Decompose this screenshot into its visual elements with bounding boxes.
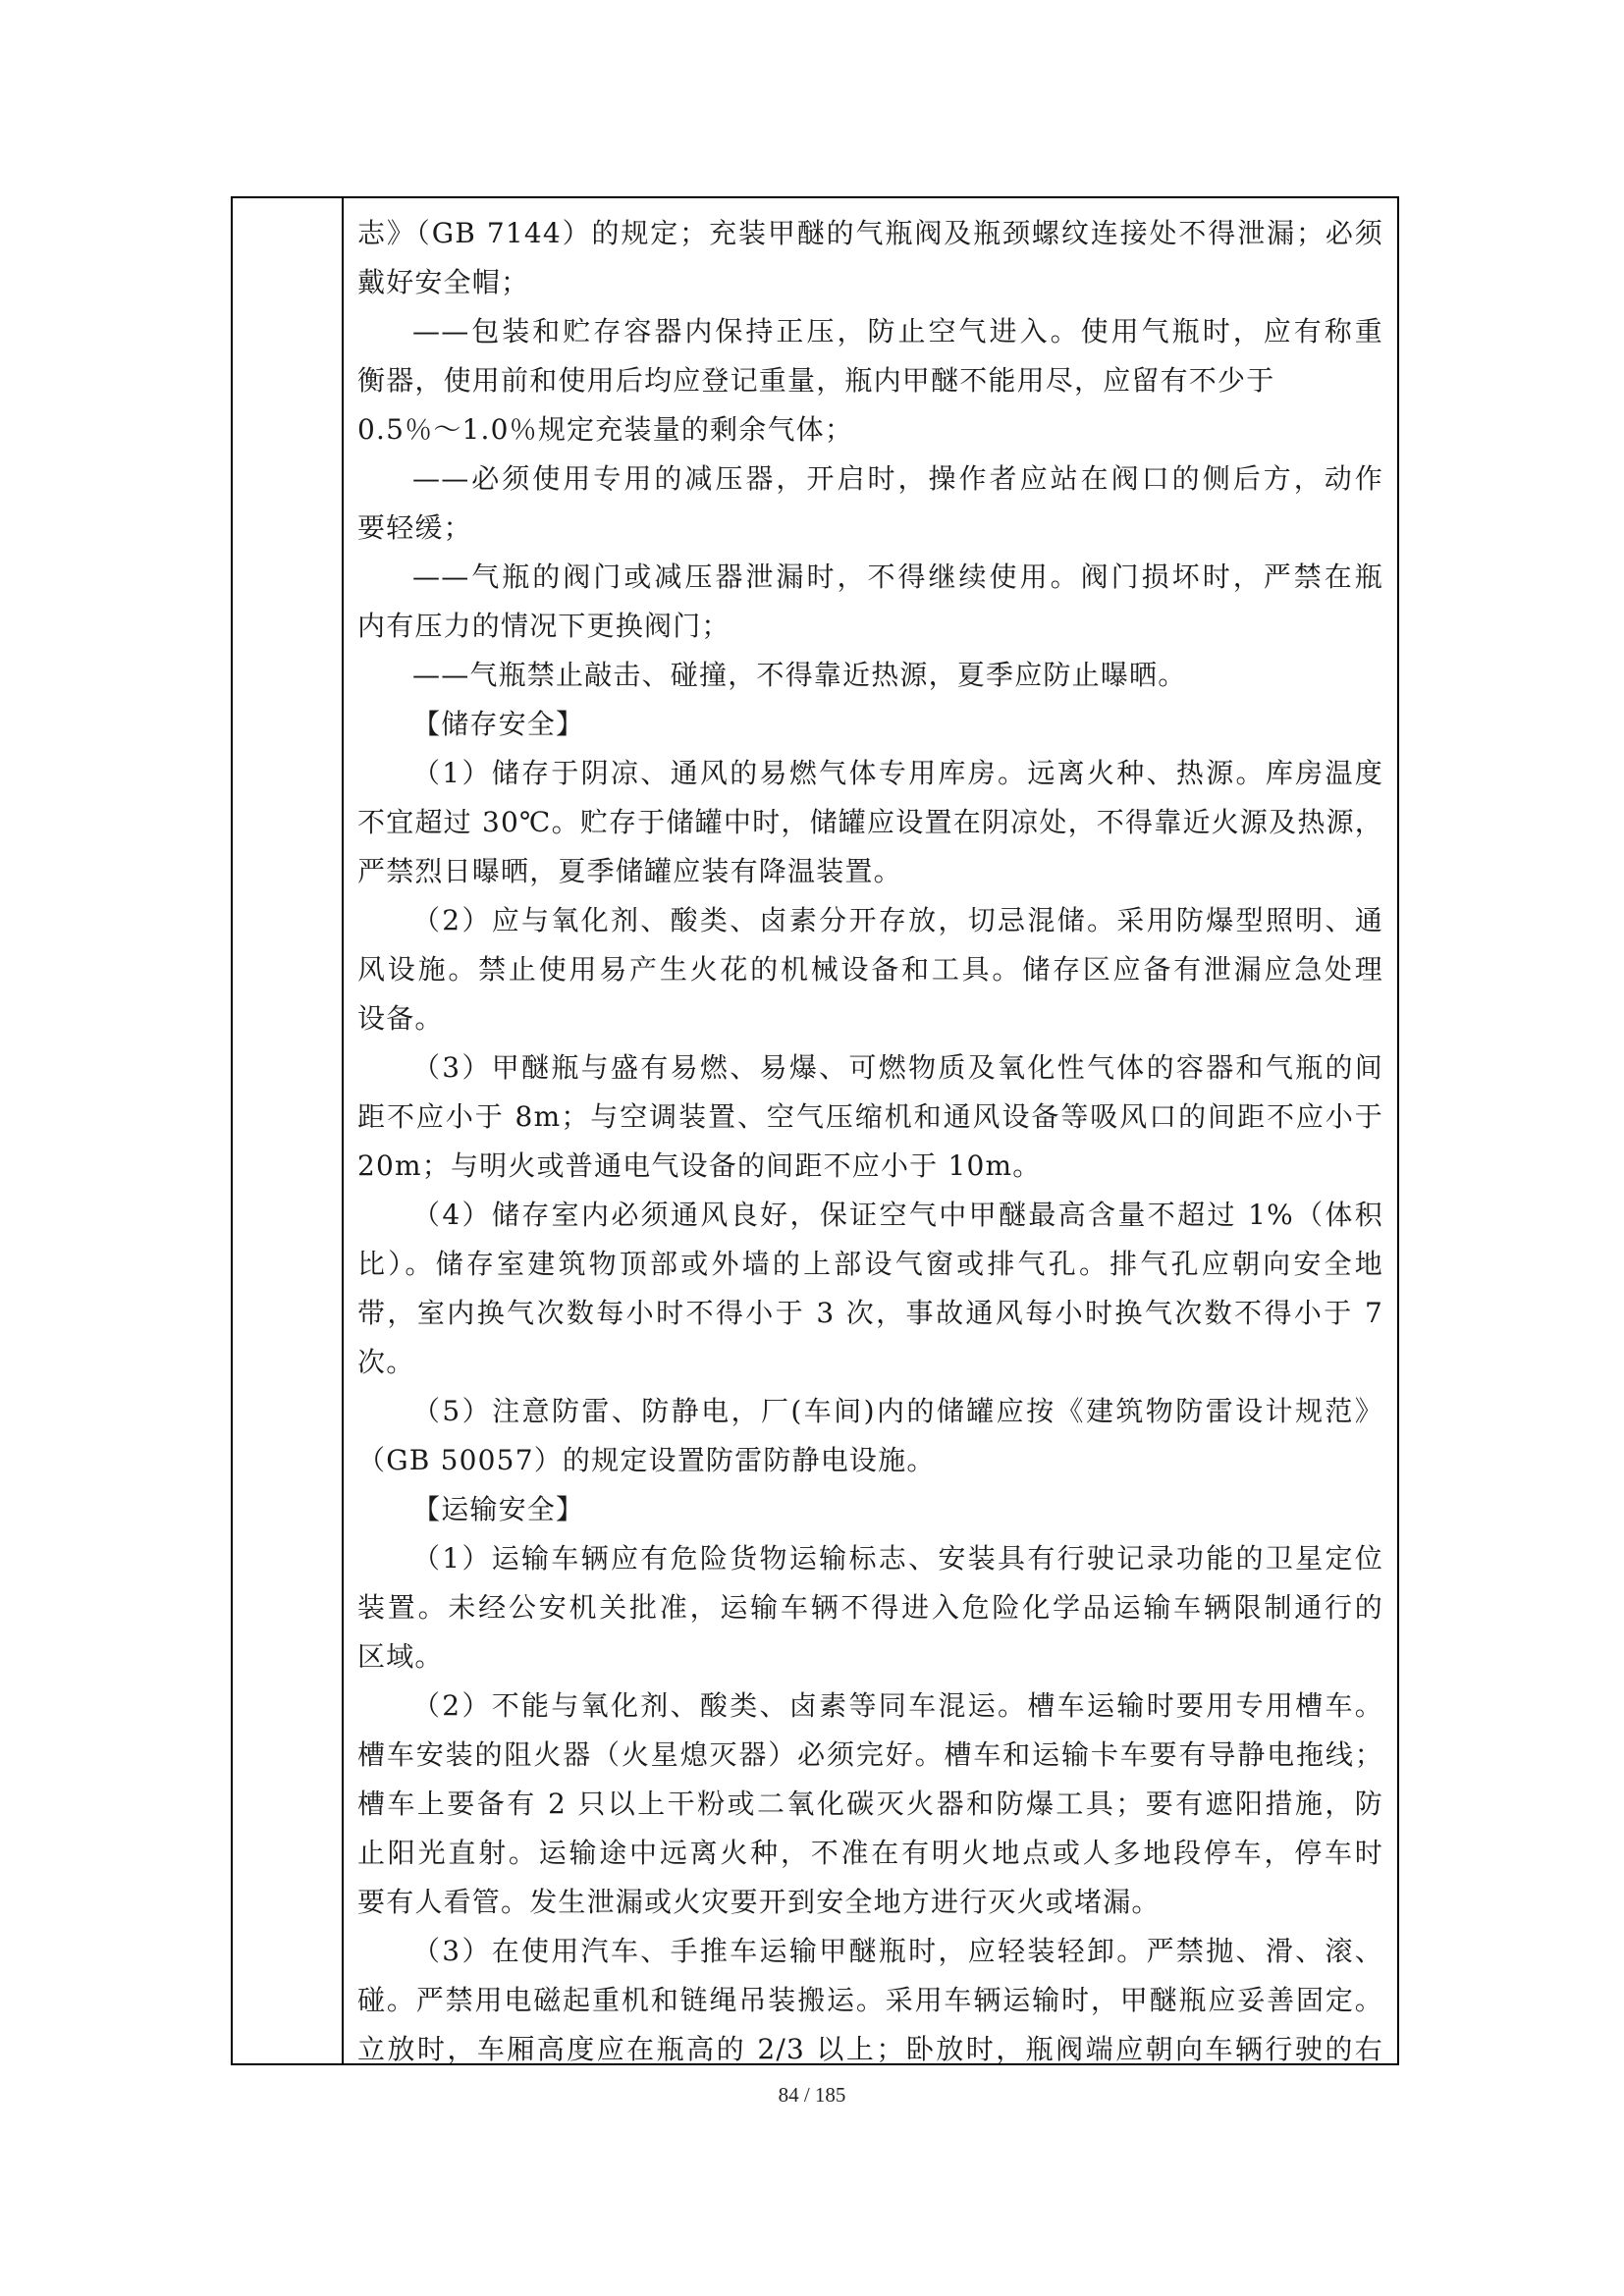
table-content-cell xyxy=(344,198,1397,2063)
text-line: 止阳光直射。运输途中远离火种，不准在有明火地点或人多地段停车，停车时 xyxy=(357,1837,1383,1869)
text-line: 20m；与明火或普通电气设备的间距不应小于 10m。 xyxy=(357,1149,1042,1182)
text-line: 严禁烈日曝晒，夏季储罐应装有降温装置。 xyxy=(357,855,902,887)
document-table xyxy=(231,196,1399,2065)
text-line: （3）在使用汽车、手推车运输甲醚瓶时，应轻装轻卸。严禁抛、滑、滚、 xyxy=(412,1935,1383,1967)
text-line: （2）不能与氧化剂、酸类、卤素等同车混运。槽车运输时要用专用槽车。 xyxy=(412,1689,1383,1722)
text-line: （2）应与氧化剂、酸类、卤素分开存放，切忌混储。采用防爆型照明、通 xyxy=(412,904,1383,936)
text-line: 0.5％～1.0％规定充装量的剩余气体； xyxy=(357,413,854,446)
text-line: 碰。严禁用电磁起重机和链绳吊装搬运。采用车辆运输时，甲醚瓶应妥善固定。 xyxy=(357,1984,1383,2016)
text-line: （1）运输车辆应有危险货物运输标志、安装具有行驶记录功能的卫星定位 xyxy=(412,1542,1383,1575)
text-line: 不宜超过 30℃。贮存于储罐中时，储罐应设置在阴凉处，不得靠近火源及热源， xyxy=(357,806,1383,838)
text-line: 戴好安全帽； xyxy=(357,266,530,298)
page-number: 84 / 185 xyxy=(778,2083,846,2107)
text-line: ——气瓶的阀门或减压器泄漏时，不得继续使用。阀门损坏时，严禁在瓶 xyxy=(412,561,1383,593)
text-line: 距不应小于 8m；与空调装置、空气压缩机和通风设备等吸风口的间距不应小于 xyxy=(357,1100,1383,1133)
text-line: 内有压力的情况下更换阀门； xyxy=(357,610,731,642)
text-line: ——气瓶禁止敲击、碰撞，不得靠近热源，夏季应防止曝晒。 xyxy=(412,659,1187,691)
text-line: 要有人看管。发生泄漏或火灾要开到安全地方进行灭火或堵漏。 xyxy=(357,1886,1161,1918)
text-line: 比）。储存室建筑物顶部或外墙的上部设气窗或排气孔。排气孔应朝向安全地 xyxy=(357,1248,1383,1280)
text-line: 立放时，车厢高度应在瓶高的 2/3 以上；卧放时，瓶阀端应朝向车辆行驶的右 xyxy=(357,2033,1383,2063)
text-line: 衡器，使用前和使用后均应登记重量，瓶内甲醚不能用尽，应留有不少于 xyxy=(357,364,1275,397)
text-line: 风设施。禁止使用易产生火花的机械设备和工具。储存区应备有泄漏应急处理 xyxy=(357,953,1383,986)
text-line: 区域。 xyxy=(357,1640,444,1673)
text-line: 次。 xyxy=(357,1346,415,1378)
text-line: 【储存安全】 xyxy=(412,708,585,740)
text-line: 要轻缓； xyxy=(357,511,472,544)
text-line: 志》（GB 7144）的规定；充装甲醚的气瓶阀及瓶颈螺纹连接处不得泄漏；必须 xyxy=(357,217,1383,249)
text-line: （GB 50057）的规定设置防雷防静电设施。 xyxy=(357,1444,936,1476)
text-line: 槽车安装的阻火器（火星熄灭器）必须完好。槽车和运输卡车要有导静电拖线； xyxy=(357,1738,1383,1771)
text-line: 带，室内换气次数每小时不得小于 3 次，事故通风每小时换气次数不得小于 7 xyxy=(357,1297,1383,1329)
text-line: 【运输安全】 xyxy=(412,1493,585,1525)
text-line: （5）注意防雷、防静电，厂(车间)内的储罐应按《建筑物防雷设计规范》 xyxy=(412,1395,1383,1427)
table-left-column xyxy=(233,198,344,2063)
text-line: （4）储存室内必须通风良好，保证空气中甲醚最高含量不超过 1%（体积 xyxy=(412,1199,1383,1231)
text-line: ——包装和贮存容器内保持正压，防止空气进入。使用气瓶时，应有称重 xyxy=(412,315,1383,347)
text-line: 槽车上要备有 2 只以上干粉或二氧化碳灭火器和防爆工具；要有遮阳措施，防 xyxy=(357,1788,1383,1820)
text-line: 设备。 xyxy=(357,1002,444,1035)
text-line: （1）储存于阴凉、通风的易燃气体专用库房。远离火种、热源。库房温度 xyxy=(412,757,1383,789)
text-line: ——必须使用专用的减压器，开启时，操作者应站在阀口的侧后方，动作 xyxy=(412,462,1383,495)
text-line: 装置。未经公安机关批准，运输车辆不得进入危险化学品运输车辆限制通行的 xyxy=(357,1591,1383,1624)
text-line: （3）甲醚瓶与盛有易燃、易爆、可燃物质及氧化性气体的容器和气瓶的间 xyxy=(412,1051,1383,1084)
